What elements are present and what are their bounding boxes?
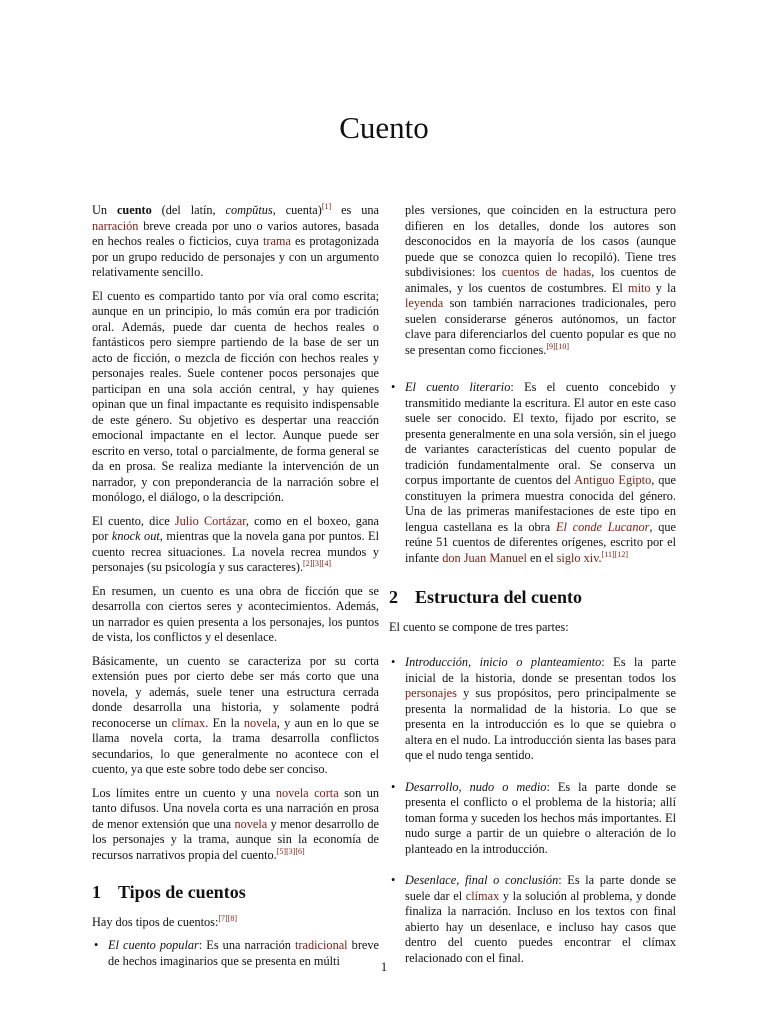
bullet-list — [389, 380, 676, 566]
link-novela[interactable]: novela — [234, 816, 268, 831]
term-cuento: cuento — [116, 203, 152, 217]
citation-link[interactable]: [11][12] — [601, 549, 628, 559]
page-title: Cuento — [339, 110, 429, 145]
link-mito[interactable]: mito — [628, 280, 651, 295]
link-climax[interactable]: clímax — [171, 715, 206, 730]
link-leyenda[interactable]: leyenda — [405, 296, 444, 310]
citation-link[interactable]: [2][3][4] — [303, 558, 332, 568]
link-el-conde-lucanor[interactable]: El conde Lucanor — [555, 519, 650, 534]
right-column — [389, 203, 676, 982]
section-heading-tipos: 1 Tipos de cuentos — [92, 882, 246, 902]
link-antiguo-egipto[interactable]: Antiguo Egipto — [574, 473, 652, 487]
paragraph-limites: Los límites entre un cuento y una novela corta son un tanto difusos. Una novela corta es una narración en prosa de menor extensión que una novela y menor desarrollo de los personajes y la trama, aunque sin la economía de recursos narrativos propia del cuento.[5][3][6] — [92, 785, 380, 862]
link-siglo-xiv[interactable]: siglo xiv — [556, 550, 599, 565]
link-novela-corta[interactable]: novela corta — [275, 785, 339, 800]
list-item-cuento-literario: • El cuento literario: Es el cuento concebido y transmitido mediante la escritura. El autor en este caso suele ser conocido. El texto, fijado por escrito, se presenta generalmente en una sola versión, sin el juego de variantes características del cuento popular de tradición fundamentalmente oral. Se conserva un corpus importante de cuentos del Antiguo Egipto, que constituyen la primera muestra conocida del género. Una de las primeras manifestaciones de este tipo en lengua castellana es la obra El conde Lucanor, que reúne 51 cuentos de diferentes orígenes, escrito por el infante don Juan Manuel en el siglo xiv.[11][12] — [389, 380, 676, 566]
paragraph-resumen: En resumen, un cuento es una obra de ficción que se desarrolla con ciertos seres y acontecimientos. Además, un narrador es quien presenta a los personajes, los puntos de vista, los conflictos y el desenlace. — [92, 583, 379, 644]
link-novela[interactable]: novela — [243, 715, 277, 730]
citation-link[interactable]: [7][8] — [218, 913, 238, 923]
paragraph-oral: El cuento es compartido tanto por vía oral como escrita; aunque en un principio, lo más común era por tradición oral. Además, puede dar cuenta de hechos reales o fantásticos pero siempre partiendo de la base de ser un acto de ficción, o mezcla de ficción con hechos reales y personajes reales. Suele contener pocos personajes que participan en una sola acción central, y hay quienes opinan que un final impactante es requisito indispensable de este género. Su objetivo es despertar una reacción emocional impactante en el lector. Aunque puede ser escrito en verso, total o parcialmente, de forma general se da en prosa. Se realiza mediante la intervención de un narrador, y con preponderancia de la narración sobre el monólogo, el diálogo, o la descripción. — [92, 288, 379, 504]
paragraph-intro: Un cuento (del latín, compŭtus, cuenta)[1] es una narración breve creada por uno o varios autores, basada en hechos reales o ficticios, cuya trama es protagonizada por un grupo reducido de personajes y con un argumento relativamente sencillo. — [92, 201, 380, 279]
citation-link[interactable]: [1] — [321, 201, 332, 211]
paragraph-basicamente: Básicamente, un cuento se caracteriza por su corta extensión pues por cierto debe ser más corto que una novela, y además, suele tener una estructura cerrada donde desarrolla una historia, y solamente podrá reconocerse un clímax. En la novela, y aun en lo que se llama novela corta, la trama desarrolla conflictos secundarios, lo que generalmente no acontece con el cuento, ya que este sobre todo debe ser conciso. — [92, 653, 380, 776]
link-julio-cortazar[interactable]: Julio Cortázar — [174, 513, 246, 528]
left-column — [92, 203, 379, 985]
link-tradicional[interactable]: tradicional — [295, 938, 348, 952]
page-number: 1 — [380, 960, 388, 974]
list-item-desarrollo: • Desarrollo, nudo o medio: Es la parte donde se presenta el conflicto o el problema de la historia; allí toman forma y suceden los hechos más importantes. El nudo surge a partir de un quiebre o alteración de lo planteado en la introducción. — [389, 780, 676, 858]
citation-link[interactable]: [5][3][6] — [276, 846, 305, 856]
link-climax[interactable]: clímax — [465, 888, 500, 903]
paragraph-partes: El cuento se compone de tres partes: — [389, 619, 569, 634]
link-narracion[interactable]: narración — [92, 218, 139, 233]
list-item-cuento-popular: • El cuento popular: Es una narración tradicional breve de hechos imaginarios que se presenta en múlti — [92, 938, 379, 969]
bullet-list — [389, 655, 676, 966]
paragraph-cortazar: El cuento, dice Julio Cortázar, como en el boxeo, gana por knock out, mientras que la novela gana por puntos. El cuento recrea situaciones. La novela recrea mundos y personajes (su psicología y sus caracteres).[2][3][4] — [92, 513, 380, 574]
paragraph-tipos: Hay dos tipos de cuentos:[7][8] — [92, 913, 238, 929]
link-cuentos-de-hadas[interactable]: cuentos de hadas — [501, 265, 592, 279]
list-item-introduccion: • Introducción, inicio o planteamiento: Es la parte inicial de la historia, donde se presentan todos los personajes y sus propósitos, pero principalmente se presenta la normalidad de la historia. Lo que se presenta en la introducción es lo que se quiebra o altera en el nudo. La introducción sienta las bases para que el nudo tenga sentido. — [389, 655, 676, 764]
link-personajes[interactable]: personajes — [405, 686, 457, 700]
link-trama[interactable]: trama — [262, 234, 291, 248]
section-heading-estructura: 2 Estructura del cuento — [389, 587, 582, 607]
list-item-continuation: ples versiones, que coinciden en la estructura pero difieren en los detalles, donde los autores son desconocidos en la mayoría de los casos (aunque puede que se conozca quien lo recopiló). Tiene tres subdivisiones: los cuentos de hadas, los cuentos de animales, y los cuentos de costumbres. El mito y la leyenda son también narraciones tradicionales, pero suelen considerarse géneros autónomos, un factor clave para diferenciarlos del cuento popular es que no se presentan como ficciones.[9][10] — [405, 203, 677, 357]
list-item-desenlace: • Desenlace, final o conclusión: Es la parte donde se suele dar el clímax y la solución al problema, y donde finaliza la narración. Incluso en los textos con final abierto hay un desenlace, e incluso hay casos que dentro del cuento puedes encontrar el clímax relacionado con el final. — [389, 873, 676, 966]
link-don-juan-manuel[interactable]: don Juan Manuel — [442, 550, 527, 565]
citation-link[interactable]: [9][10] — [546, 341, 570, 351]
